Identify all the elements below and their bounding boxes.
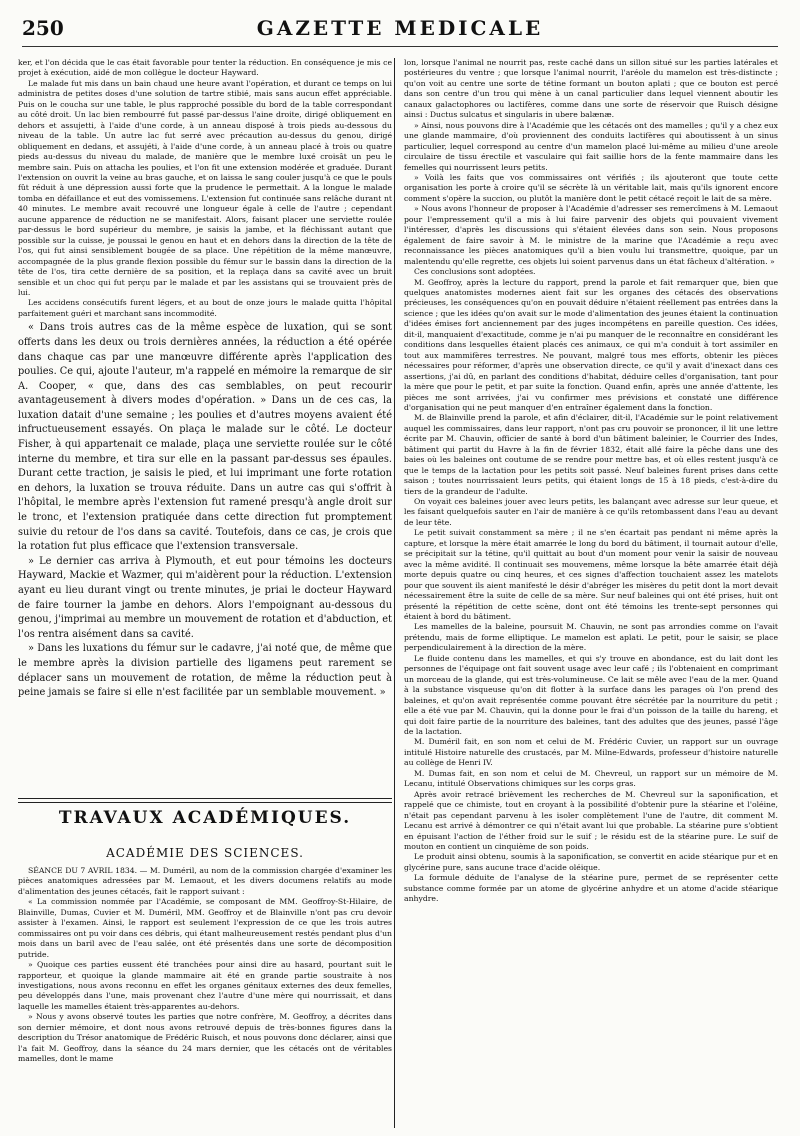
paragraph: La formule déduite de l'analyse de la stéarine pure, permet de se représenter cette substance comme formée par un atome de glycérine anhydre et un atome d'acide stéarique anhydre. bbox=[404, 873, 778, 904]
page-number: 250 bbox=[22, 16, 64, 40]
paragraph: Les accidens consécutifs furent légers, et au bout de onze jours le malade quitta l'hôpital parfaitement guéri et marchant sans incommodité. bbox=[18, 298, 392, 318]
paragraph: M. de Blainville prend la parole, et afin d'éclairer, dit-il, l'Académie sur le point relativement auquel les commissaires, dans leur rapport, n'ont pas cru pouvoir se prononcer, il lit une lettre écrite par M. Chauvin, officier de santé à bord d'un bâtiment baleinier, le Courrier des Indes, bâtiment qui partit du Havre à la fin de février 1832, était allé faire la pêche dans une des baies où les baleines ont coutume de se rendre pour mettre bas, et où elles restent jusqu'à ce que le temps de la lactation pour les petits soit passé. Neuf baleines furent prises dans cette saison ; toutes nourrissaient leurs petits, qui étaient longs de 15 à 18 pieds, c'est-à-dire du tiers de la grandeur de l'adulte. bbox=[404, 413, 778, 496]
paragraph: ker, et l'on décida que le cas était favorable pour tenter la réduction. En conséquence je mis ce projet à exécution, aidé de mon collègue le docteur Hayward. bbox=[18, 58, 392, 78]
paragraph: M. Dumas fait, en son nom et celui de M. Chevreul, un rapport sur un mémoire de M. Lecanu, intitulé Observations chimiques sur les corps gras. bbox=[404, 768, 778, 789]
paragraph: » Voilà les faits que vos commissaires ont vérifiés ; ils ajouteront que toute cette organisation les porte à croire qu'il se sécrète là un véritable lait, mais qu'ils ignorent encore comment s'opère la succion, ou plutôt la manière dont le petit cétacé reçoit le lait de sa mère. bbox=[404, 172, 778, 203]
paragraph: lon, lorsque l'animal ne nourrit pas, reste caché dans un sillon situé sur les parties latérales et postérieures du ventre ; que lorsque l'animal nourrit, l'aréole du mamelon est très-distincte ; qu'on voit au centre une sorte de tétine formant un bouton aplati ; que ce bouton est percé dans son centre d'un trou qui mène à un canal particulier dans lequel viennent aboutir les canaux galactophores ou lactifères, comme dans une sorte de réservoir que Ruisch désigne ainsi : Ductus sulcatus et singularis in ubere balænæ. bbox=[404, 58, 778, 120]
journal-title: GAZETTE MEDICALE bbox=[256, 16, 544, 40]
paragraph: » Ainsi, nous pouvons dire à l'Académie que les cétacés ont des mamelles ; qu'il y a chez eux une glande mammaire, d'où proviennent des conduits lactifères qui aboutissent à un sinus particulier, lequel correspond au centre d'un mamelon placé lui-même au milieu d'une areole circulaire de tissu érectile et vasculaire qui fait saillie hors de la fente mammaire dans les femelles qui nourrissent leurs petits. bbox=[404, 120, 778, 172]
paragraph: » Quoique ces parties eussent été tranchées pour ainsi dire au hasard, pourtant suit le rapporteur, et quoique la glande mammaire ait été en grande partie soustraite à nos investigations, nous avons reconnu en effet les organes génitaux externes des deux femelles, peu développés dans l'une, mais provenant chez l'autre d'une mère qui nourrissait, et dans laquelle les mamelles étaient très-apparentes au-dehors. bbox=[18, 960, 392, 1011]
right-column bbox=[404, 58, 778, 1128]
paragraph: SÉANCE DU 7 AVRIL 1834. — M. Duméril, au nom de la commission chargée d'examiner les pièces anatomiques adressées par M. Lemaout, et les divers documens relatifs au mode d'alimentation des jeunes cétacés, fait le rapport suivant : bbox=[18, 866, 392, 896]
paragraph: On voyait ces baleines jouer avec leurs petits, les balançant avec adresse sur leur queue, et les faisant quelquefois sauter en l'air de manière à ce qu'ils retombassent dans l'eau au devant de leur tête. bbox=[404, 497, 778, 527]
paragraph: » Nous avons l'honneur de proposer à l'Académie d'adresser ses remercîmens à M. Lemaout pour l'empressement qu'il a mis à lui faire parvenir des objets qui pouvaient vivement l'intéresser, d'après les discussions qui s'étaient élevées dans son sein. Nous proposons également de faire savoir à M. le ministre de la marine que l'Académie a reçu avec reconnaissance les pièces anatomiques qu'il a bien voulu lui transmettre, quoique, par un malentendu qu'elle regrette, ces objets lui soient parvenus dans un état fâcheux d'altération. » bbox=[404, 204, 778, 266]
paragraph: Les mamelles de la baleine, poursuit M. Chauvin, ne sont pas arrondies comme on l'avait prétendu, mais de forme elliptique. Le mamelon est aplati. Le petit, pour le saisir, se place perpendiculairement à la direction de la mère. bbox=[404, 622, 778, 653]
header-rule bbox=[22, 46, 778, 47]
paragraph: Après avoir retracé brièvement les recherches de M. Chevreul sur la saponification, et rappelé que ce chimiste, tout en croyant à la possibilité d'obtenir pure la stéarine et l'oléine, n'était pas cependant parvenu à les isoler complètement l'une de l'autre, dit comment M. Lecanu est arrivé à démontrer ce qui n'était avant lui que probable. La stéarine pure s'obtient en épuisant l'action de l'éther froid sur le suif ; le résidu est de la stéarine pure. Le suif de mouton en contient un cinquième de son poids. bbox=[404, 789, 778, 851]
paragraph: M. Duméril fait, en son nom et celui de M. Frédéric Cuvier, un rapport sur un ouvrage intitulé Histoire naturelle des crustacés, par M. Milne-Edwards, professeur d'histoire naturelle au collège de Henri IV. bbox=[404, 737, 778, 768]
section-rule bbox=[18, 798, 392, 799]
paragraph: Le fluide contenu dans les mamelles, et qui s'y trouve en abondance, est du lait dont les personnes de l'équipage ont fait souvent usage avec leur café ; ils l'obtenaient en comprimant un morceau de la glande, qui est très-volumineuse. Ce lait se mêle avec l'eau de la mer. Quand à la substance visqueuse qu'on dit flotter à la surface dans les parages où l'on prend des baleines, et qu'on avait représentée comme pouvant être sécrétée par la nourriture du petit ; elle a été vue par M. Chauvin, qui la donne pour le frai d'un poisson de la taille du hareng, et qui doit faire partie de la nourriture des baleines, tant des adultes que des jeunes, passé l'âge de la lactation. bbox=[404, 653, 778, 736]
paragraph: Le petit suivait constamment sa mère ; il ne s'en écartait pas pendant ni même après la capture, et lorsque la mère était amarrée le long du bord du bâtiment, il tournait autour d'elle, se précipitait sur la tétine, qu'il quittait au bout d'un moment pour venir la saisir de nouveau avec la même avidité. Il continuait ses mouvemens, même lorsque la bête amarrée était déjà morte depuis quatre ou cinq heures, et ces signes d'affection touchaient assez les matelots pour que souvent ils aient manifesté le désir d'abréger les misères du petit dont la mort devait nécessairement être la suite de celle de sa mère. Sur neuf baleines qui ont été prises, huit ont présenté la répétition de cette scène, dont ont été témoins les trente-sept personnes qui étaient à bord du bâtiment. bbox=[404, 528, 778, 622]
column-divider bbox=[394, 58, 395, 1128]
paragraph: « La commission nommée par l'Académie, se composant de MM. Geoffroy-St-Hilaire, de Blainville, Dumas, Cuvier et M. Duméril, MM. Geoffroy et de Blainville n'ont pas cru devoir assister à l'examen. Ainsi, le rapport est seulement l'expression de ce que les trois autres commissaires ont pu voir dans ces débris, qui étant malheureusement restés pendant plus d'un mois dans un baril avec de l'eau salée, ont été présentés dans une sorte de décomposition putride. bbox=[18, 897, 392, 959]
paragraph: « Dans trois autres cas de la même espèce de luxation, qui se sont offerts dans les deux ou trois dernières années, la réduction a été opérée dans chaque cas par une manœuvre différente après l'application des poulies. Ce qui, ajoute l'auteur, m'a rappelé en mémoire la remarque de sir A. Cooper, « que, dans des cas semblables, on peut recourir avantageusement à divers modes d'opération. » Dans un de ces cas, la luxation datait d'une semaine ; les poulies et d'autres moyens avaient été infructueusement essayés. On plaça le malade sur le côté. Le docteur Fisher, à qui appartenait ce malade, plaça une serviette roulée sur le côté interne du membre, et tira sur elle en la passant par-dessus ses épaules. Durant cette traction, je saisis le pied, et lui imprimant une forte rotation en dehors, la luxation se trouva réduite. Dans un autre cas qui s'offrit à l'hôpital, le membre après l'extension fut ramené presqu'à angle droit sur le tronc, et l'extension pratiquée dans cette direction fut promptement suivie du retour de l'os dans sa cavité. Toutefois, dans ce cas, je crois que la rotation fut plus efficace que l'extension transversale. bbox=[18, 322, 392, 553]
page-header bbox=[0, 0, 800, 40]
paragraph: » Le dernier cas arriva à Plymouth, et eut pour témoins les docteurs Hayward, Mackie et Wazmer, qui m'aidèrent pour la réduction. L'extension ayant eu lieu durant vingt ou trente minutes, je priai le docteur Hayward de faire tourner la jambe en dehors. Alors l'empoignant au-dessous du genou, j'imprimai au membre un mouvement de rotation et d'abduction, et l'os rentra aisément dans sa cavité. bbox=[18, 555, 392, 640]
paragraph: Le malade fut mis dans un bain chaud une heure avant l'opération, et durant ce temps on lui administra de petites doses d'une solution de tartre stibié, mais sans aucun effet appréciable. Puis on le coucha sur une table, le plus rapproché possible du bord de la table correspondant au côté droit. Un lac bien rembourré fut passé par-dessus l'aine droite, dirigé obliquement en dehors et assujetti, à l'aide d'une corde, à un anneau disposé à trois pieds au-dessous du niveau de la table. Un autre lac fut serré avec précaution au-dessus du genou, dirigé obliquement en dedans, et assujéti, à l'aide d'une corde, à un anneau placé à trois ou quatre pieds au-dessus du niveau du malade, de manière que le membre luxé croisât un peu le membre sain. Puis on attacha les poulies, et l'on fit une extension modérée et graduée. Durant l'extension on ouvrit la veine au bras gauche, et on laissa le sang couler jusqu'à ce que le pouls fût réduit à une dépression aussi forte que la prudence le permettait. A la longue le malade tomba en défaillance et eut des vomissemens. L'extension fut continuée sans relâche durant nt 40 minutes. Le membre avait recouvré une longueur égale à celle de l'autre ; cependant aucune apparence de réduction ne se manifestait. Alors, faisant placer une serviette roulée par-dessus le bord supérieur du membre, je saisis la jambe, et la fléchissant autant que possible sur la cuisse, je poussai le genou en haut et en dehors dans la direction de la tête de l'os, qui fut ainsi sensiblement bougée de sa place. Une répétition de la même manœuvre, accompagnée de la plus grande flexion possible du fémur sur le bassin dans la direction de la tête de l'os, tira cette dernière de sa position, et la replaça dans sa cavité avec un bruit sensible et un choc qui fut perçu par le malade et par les assistans qui se trouvaient près de lui. bbox=[18, 78, 392, 297]
section-title: TRAVAUX ACADÉMIQUES. bbox=[58, 808, 352, 828]
academie-text bbox=[18, 866, 392, 1128]
paragraph: Ces conclusions sont adoptées. bbox=[414, 267, 536, 277]
section-subtitle: ACADÉMIE DES SCIENCES. bbox=[106, 846, 304, 860]
paragraph: » Dans les luxations du fémur sur le cadavre, j'ai noté que, de même que le membre après la division partielle des ligamens peut rarement se déplacer sans un mouvement de rotation, de même la réduction peut à peine jamais se faire si elle n'est facilitée par un semblable mouvement. » bbox=[18, 643, 392, 699]
paragraph: Le produit ainsi obtenu, soumis à la saponification, se convertit en acide stéarique pur et en glycérine pure, sans aucune trace d'acide oléique. bbox=[404, 852, 778, 872]
paragraph: M. Geoffroy, après la lecture du rapport, prend la parole et fait remarquer que, bien que quelques anatomistes modernes aient fait sur les organes des cétacés des observations précieuses, les conséquences qu'on en pouvait déduire n'étaient réellement pas entrées dans la science ; que les idées qu'on avait sur le mode d'alimentation des jeunes étaient la continuation d'idées émises fort anciennement par des juges incompétens en pareille question. Ces idées, dit-il, manquaient d'exactitude, comme je n'ai pu manquer de le reconnaître en considérant les conditions dans lesquelles étaient placés ces animaux, ce qui m'a conduit à tort assimiler en tout aux mammifères terrestres. Ne pouvant, malgré tous mes efforts, obtenir les pièces nécessaires pour réformer, d'après une observation directe, ce qu'il y avait d'inexact dans ces assertions, j'ai dû, en parlant des conditions d'habitat, déduire celles d'organisation, tant pour la mère que pour le petit, et par suite la fonction. Quand enfin, après une année d'attente, les pièces me sont arrivées, j'ai vu confirmer mes prévisions et constaté une différence d'organisation qui ne peut manquer d'en entraîner également dans la fonction. bbox=[404, 277, 778, 412]
section-rule bbox=[18, 802, 392, 803]
paragraph: » Nous y avons observé toutes les parties que notre confrère, M. Geoffroy, a décrites dans son dernier mémoire, et dont nous avons retrouvé depuis de très-bonnes figures dans la description du Trésor anatomique de Frédéric Ruisch, et nous pouvons donc déclarer, ainsi que l'a fait M. Geoffroy, dans la séance du 24 mars dernier, que les cétacés ont de véritables mamelles, dont le mame bbox=[18, 1012, 392, 1064]
